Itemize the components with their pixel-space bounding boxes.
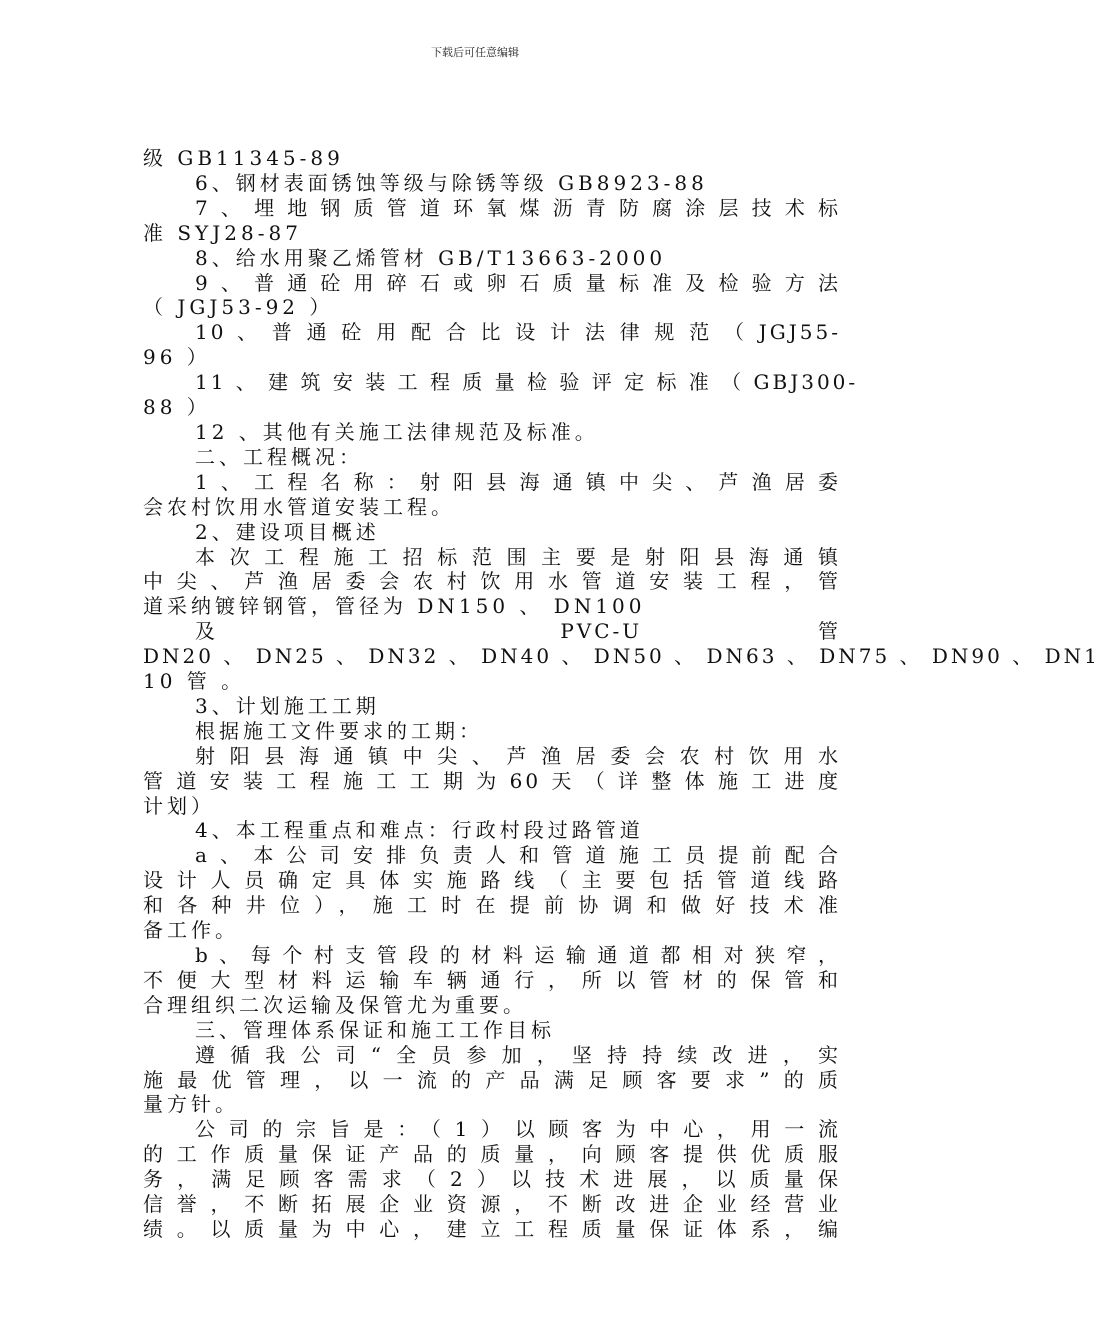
text-line: 9、普通砼用碎石或卵石质量标准及检验方法 [195, 270, 841, 295]
text-line: 射阳县海通镇中尖、芦渔居委会农村饮用水 [195, 743, 841, 768]
text-line: 绩。以质量为中心，建立工程质量保证体系，编 [143, 1216, 841, 1241]
text-line: 中尖、芦渔居委会农村饮用水管道安装工程，管 [143, 569, 841, 594]
text-line: 合理组织二次运输及保管尤为重要。 [143, 992, 527, 1017]
text-line: 施最优管理，以一流的产品满足顾客要求”的质 [143, 1067, 841, 1092]
text-line: 本次工程施工招标范围主要是射阳县海通镇 [195, 544, 841, 569]
text-line: 8、给水用聚乙烯管材 GB/T13663-2000 [195, 245, 667, 270]
text-line: 不便大型材料运输车辆通行，所以管材的保管和 [143, 967, 841, 992]
text-line: 信誉，不断拓展企业资源，不断改进企业经营业 [143, 1192, 841, 1217]
text-line: 4、本工程重点和难点：行政村段过路管道 [195, 818, 644, 843]
text-line: 公司的宗旨是：（1）以顾客为中心，用一流 [195, 1117, 841, 1142]
text-line: 2、建设项目概述 [195, 519, 380, 544]
text-line: 设计人员确定具体实施路线（主要包括管道线路 [143, 868, 841, 893]
text-line: 二、工程概况： [195, 444, 363, 469]
text-line: a、本公司安排负责人和管道施工员提前配合 [195, 843, 841, 868]
text-line: 准 SYJ28-87 [143, 220, 302, 245]
text-line: 务，满足顾客需求（2）以技术进展，以质量保 [143, 1167, 841, 1192]
document-body [143, 146, 1100, 1242]
text-line: 会农村饮用水管道安装工程。 [143, 494, 455, 519]
text-line: 和各种井位），施工时在提前协调和做好技术准 [143, 893, 841, 918]
text-line: 10 管 。 [143, 669, 246, 694]
text-line: 根据施工文件要求的工期： [195, 718, 483, 743]
text-line: 量方针。 [143, 1092, 239, 1117]
text-line: 12 、其他有关施工法律规范及标准。 [195, 419, 599, 444]
text-line: 3、计划施工工期 [195, 693, 380, 718]
text-line: 11 、 建 筑 安 装 工 程 质 量 检 验 评 定 标 准 （ GBJ300- [195, 370, 859, 395]
text-line: 及 PVC-U 管 [195, 619, 841, 644]
text-line: 管道安装工程施工工期为60天（详整体施工进度 [143, 768, 841, 793]
text-line: 级 GB11345-89 [143, 146, 344, 170]
page-header: 下载后可任意编辑 [431, 46, 519, 59]
text-line: （ JGJ53-92 ） [143, 295, 334, 320]
text-line: DN20 、 DN25 、 DN32 、 DN40 、 DN50 、 DN63 、 DN75 、 DN90 、 DN1 [143, 644, 1100, 669]
text-line: 1、工程名称：射阳县海通镇中尖、芦渔居委 [195, 469, 841, 494]
text-line: 遵循我公司“全员参加，坚持持续改进，实 [195, 1042, 841, 1067]
text-line: 三、管理体系保证和施工工作目标 [195, 1017, 555, 1042]
text-line: 道采纳镀锌钢管，管径为 DN150 、 DN100 [143, 594, 646, 619]
text-line: 的工作质量保证产品的质量，向顾客提供优质服 [143, 1142, 841, 1167]
text-line: b、每个村支管段的材料运输通道都相对狭窄， [195, 943, 841, 967]
text-line: 88 ） [143, 395, 211, 420]
text-line: 6、钢材表面锈蚀等级与除锈等级 GB8923-88 [195, 170, 708, 195]
text-line: 96 ） [143, 345, 211, 370]
text-line: 计划） [143, 793, 215, 818]
text-line: 7、埋地钢质管道环氧煤沥青防腐涂层技术标 [195, 195, 841, 220]
text-line: 10 、 普 通 砼 用 配 合 比 设 计 法 律 规 范 （ JGJ55- [195, 320, 841, 345]
text-line: 备工作。 [143, 918, 239, 943]
